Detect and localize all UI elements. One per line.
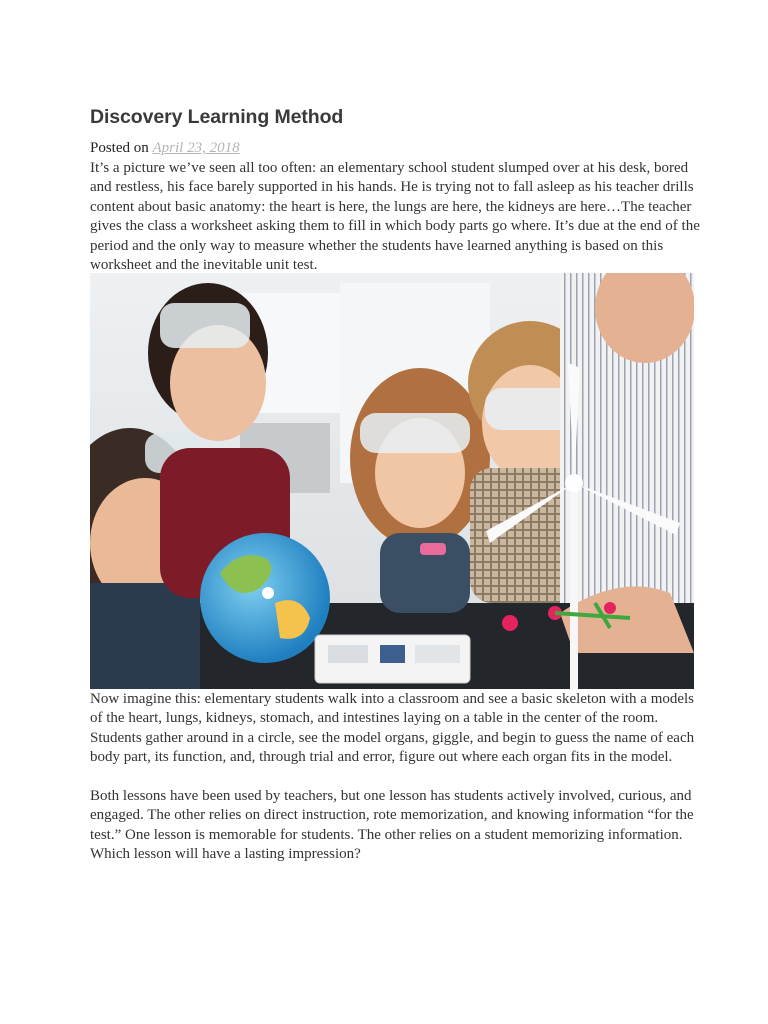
paragraph-1: It’s a picture we’ve seen all too often: an elementary school student slumped over at his desk, bored and restless, his face barely supported in his hands. He is trying not to fall asleep as his teacher drills content about basic anatomy: the heart is here, the lungs are here, the kidneys are here…The teacher gives the class a worksheet asking them to fill in which body parts go where. It’s due at the end of the period and the only way to measure whether the students have learned anything is based on this worksheet and the inevitable unit test. (90, 160, 700, 274)
photo-illustration (90, 273, 694, 689)
classroom-photo (90, 273, 694, 689)
post-title: Discovery Learning Method (90, 106, 344, 128)
post-date-link[interactable]: April 23, 2018 (152, 140, 240, 156)
posted-prefix: Posted on (90, 140, 149, 156)
posted-line (90, 139, 240, 158)
paragraph-3: Both lessons have been used by teachers, but one lesson has students actively involved, curious, and engaged. The other relies on direct instruction, rote memorization, and knowing information “for the test.” One lesson is memorable for students. The other relies on a student memorizing information. Which lesson will have a lasting impression? (90, 788, 694, 863)
paragraph-2: Now imagine this: elementary students walk into a classroom and see a basic skeleton with a models of the heart, lungs, kidneys, stomach, and intestines laying on a table in the center of the room. Students gather around in a circle, see the model organs, giggle, and begin to guess the name of each body part, its function, and, through trial and error, figure out where each organ fits in the model. (90, 691, 695, 766)
